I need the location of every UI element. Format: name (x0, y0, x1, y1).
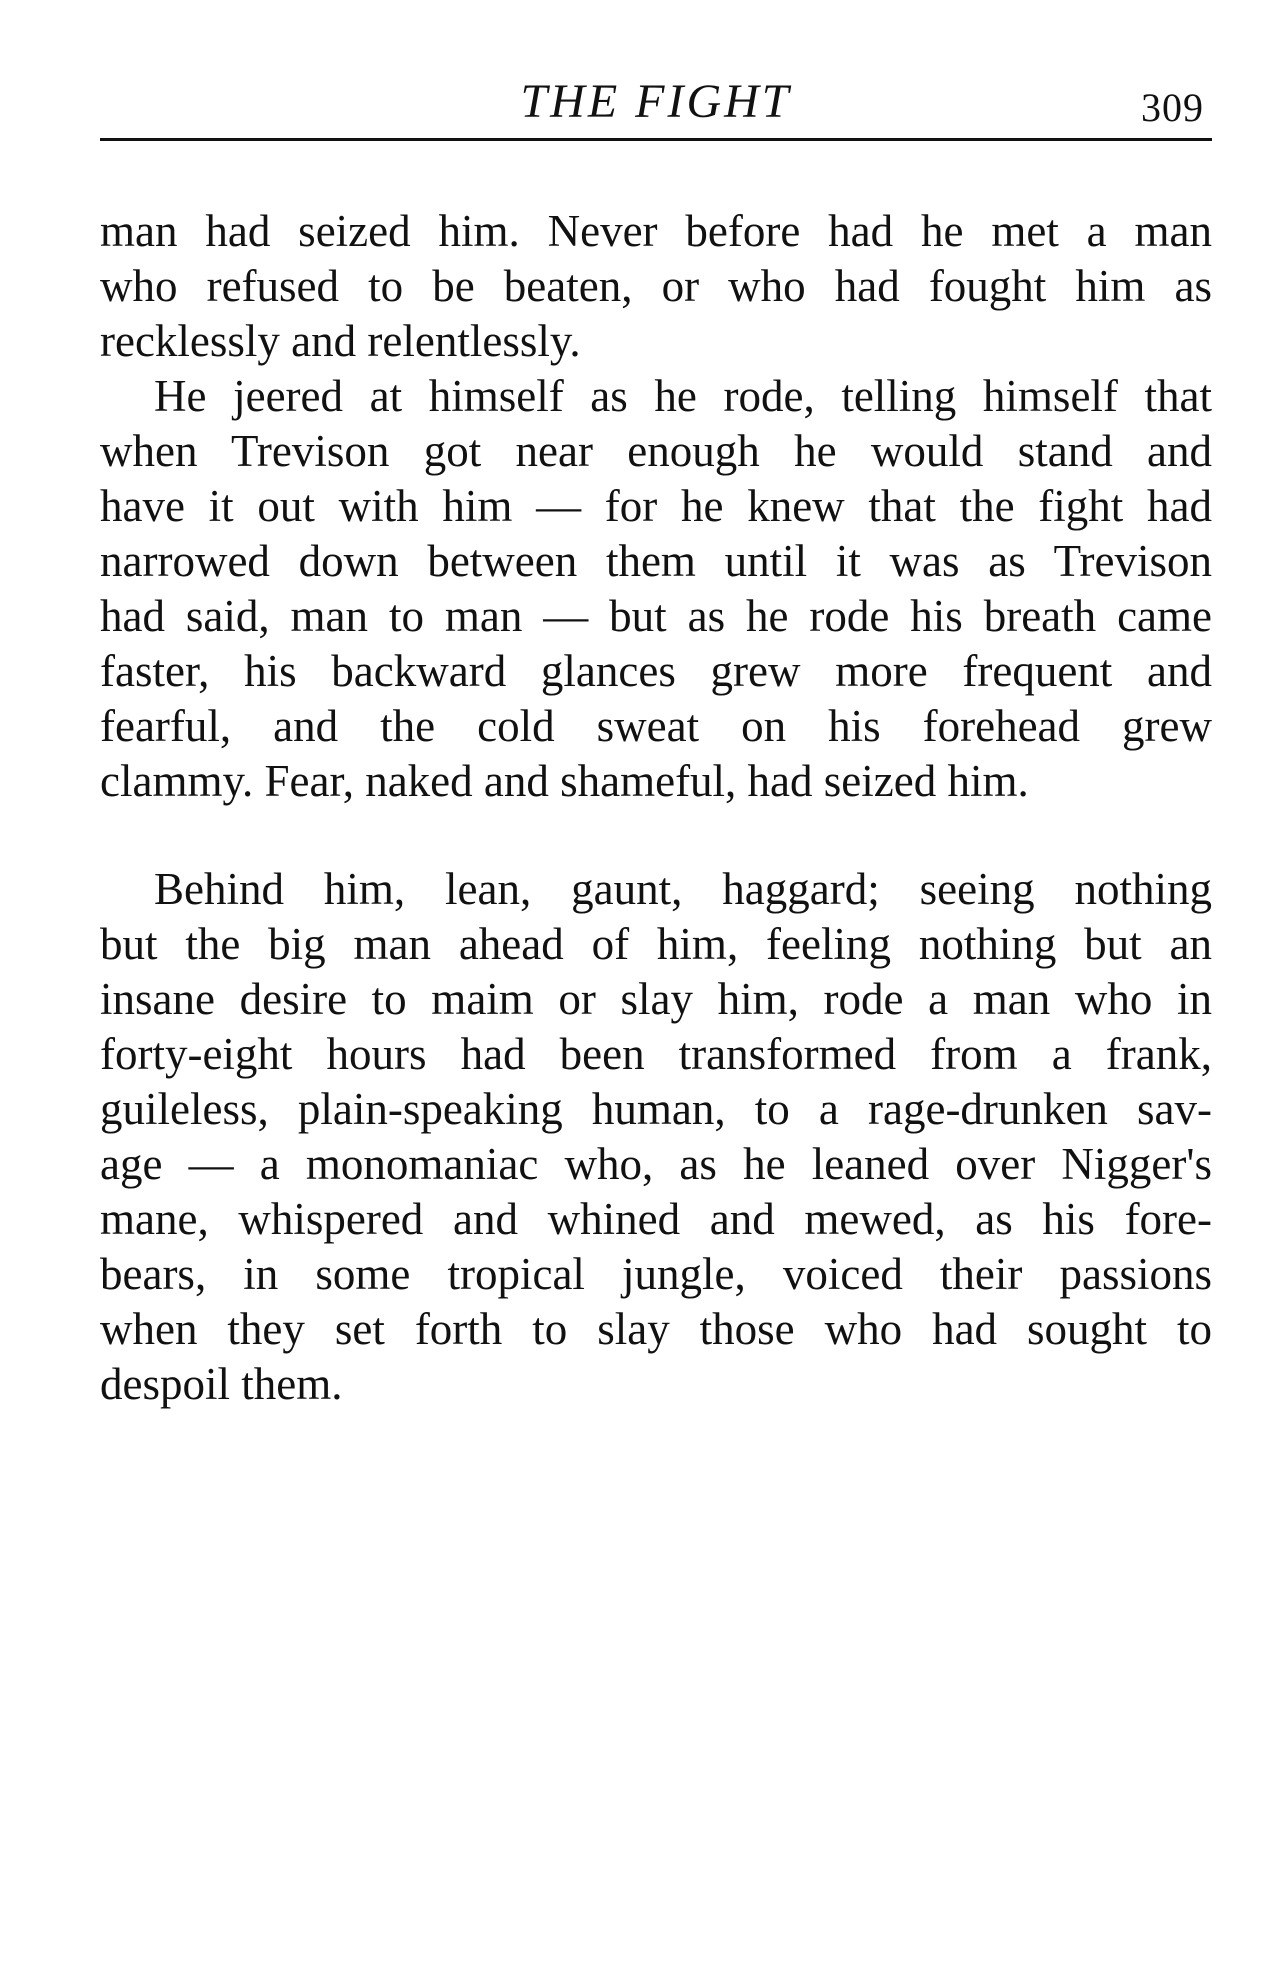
running-head (100, 74, 1212, 130)
text-line: despoil them. (100, 1359, 343, 1409)
text-line: guileless, plain-speaking human, to a rage-drunken sav- (100, 1084, 1212, 1134)
text-line: fearful, and the cold sweat on his forehead grew (100, 701, 1212, 751)
text-line: Behind him, lean, gaunt, haggard; seeing nothing (154, 864, 1212, 914)
text-line: bears, in some tropical jungle, voiced their passions (100, 1249, 1212, 1299)
text-line: He jeered at himself as he rode, telling himself that (154, 371, 1212, 421)
paragraph-3 (100, 862, 1212, 1412)
header-rule (100, 138, 1212, 141)
text-line: when Trevison got near enough he would stand and (100, 426, 1212, 476)
text-line: recklessly and relentlessly. (100, 316, 581, 366)
text-line: insane desire to maim or slay him, rode a man who in (100, 974, 1212, 1024)
text-line: who refused to be beaten, or who had fought him as (100, 261, 1212, 311)
paragraph-1 (100, 204, 1212, 369)
page-number: 309 (1141, 85, 1204, 130)
text-line: faster, his backward glances grew more frequent and (100, 646, 1212, 696)
text-line: but the big man ahead of him, feeling nothing but an (100, 919, 1212, 969)
chapter-title: THE FIGHT (520, 75, 792, 128)
text-line: had said, man to man — but as he rode his breath came (100, 591, 1212, 641)
text-line: forty-eight hours had been transformed from a frank, (100, 1029, 1212, 1079)
text-line: have it out with him — for he knew that the fight had (100, 481, 1212, 531)
text-line: age — a monomaniac who, as he leaned over Nigger's (100, 1139, 1212, 1189)
text-line: narrowed down between them until it was as Trevison (100, 536, 1212, 586)
text-line: when they set forth to slay those who had sought to (100, 1304, 1212, 1354)
paragraph-2 (100, 369, 1212, 809)
text-line: mane, whispered and whined and mewed, as his fore- (100, 1194, 1212, 1244)
text-line: clammy. Fear, naked and shameful, had seized him. (100, 756, 1029, 806)
text-line: man had seized him. Never before had he met a man (100, 206, 1212, 256)
